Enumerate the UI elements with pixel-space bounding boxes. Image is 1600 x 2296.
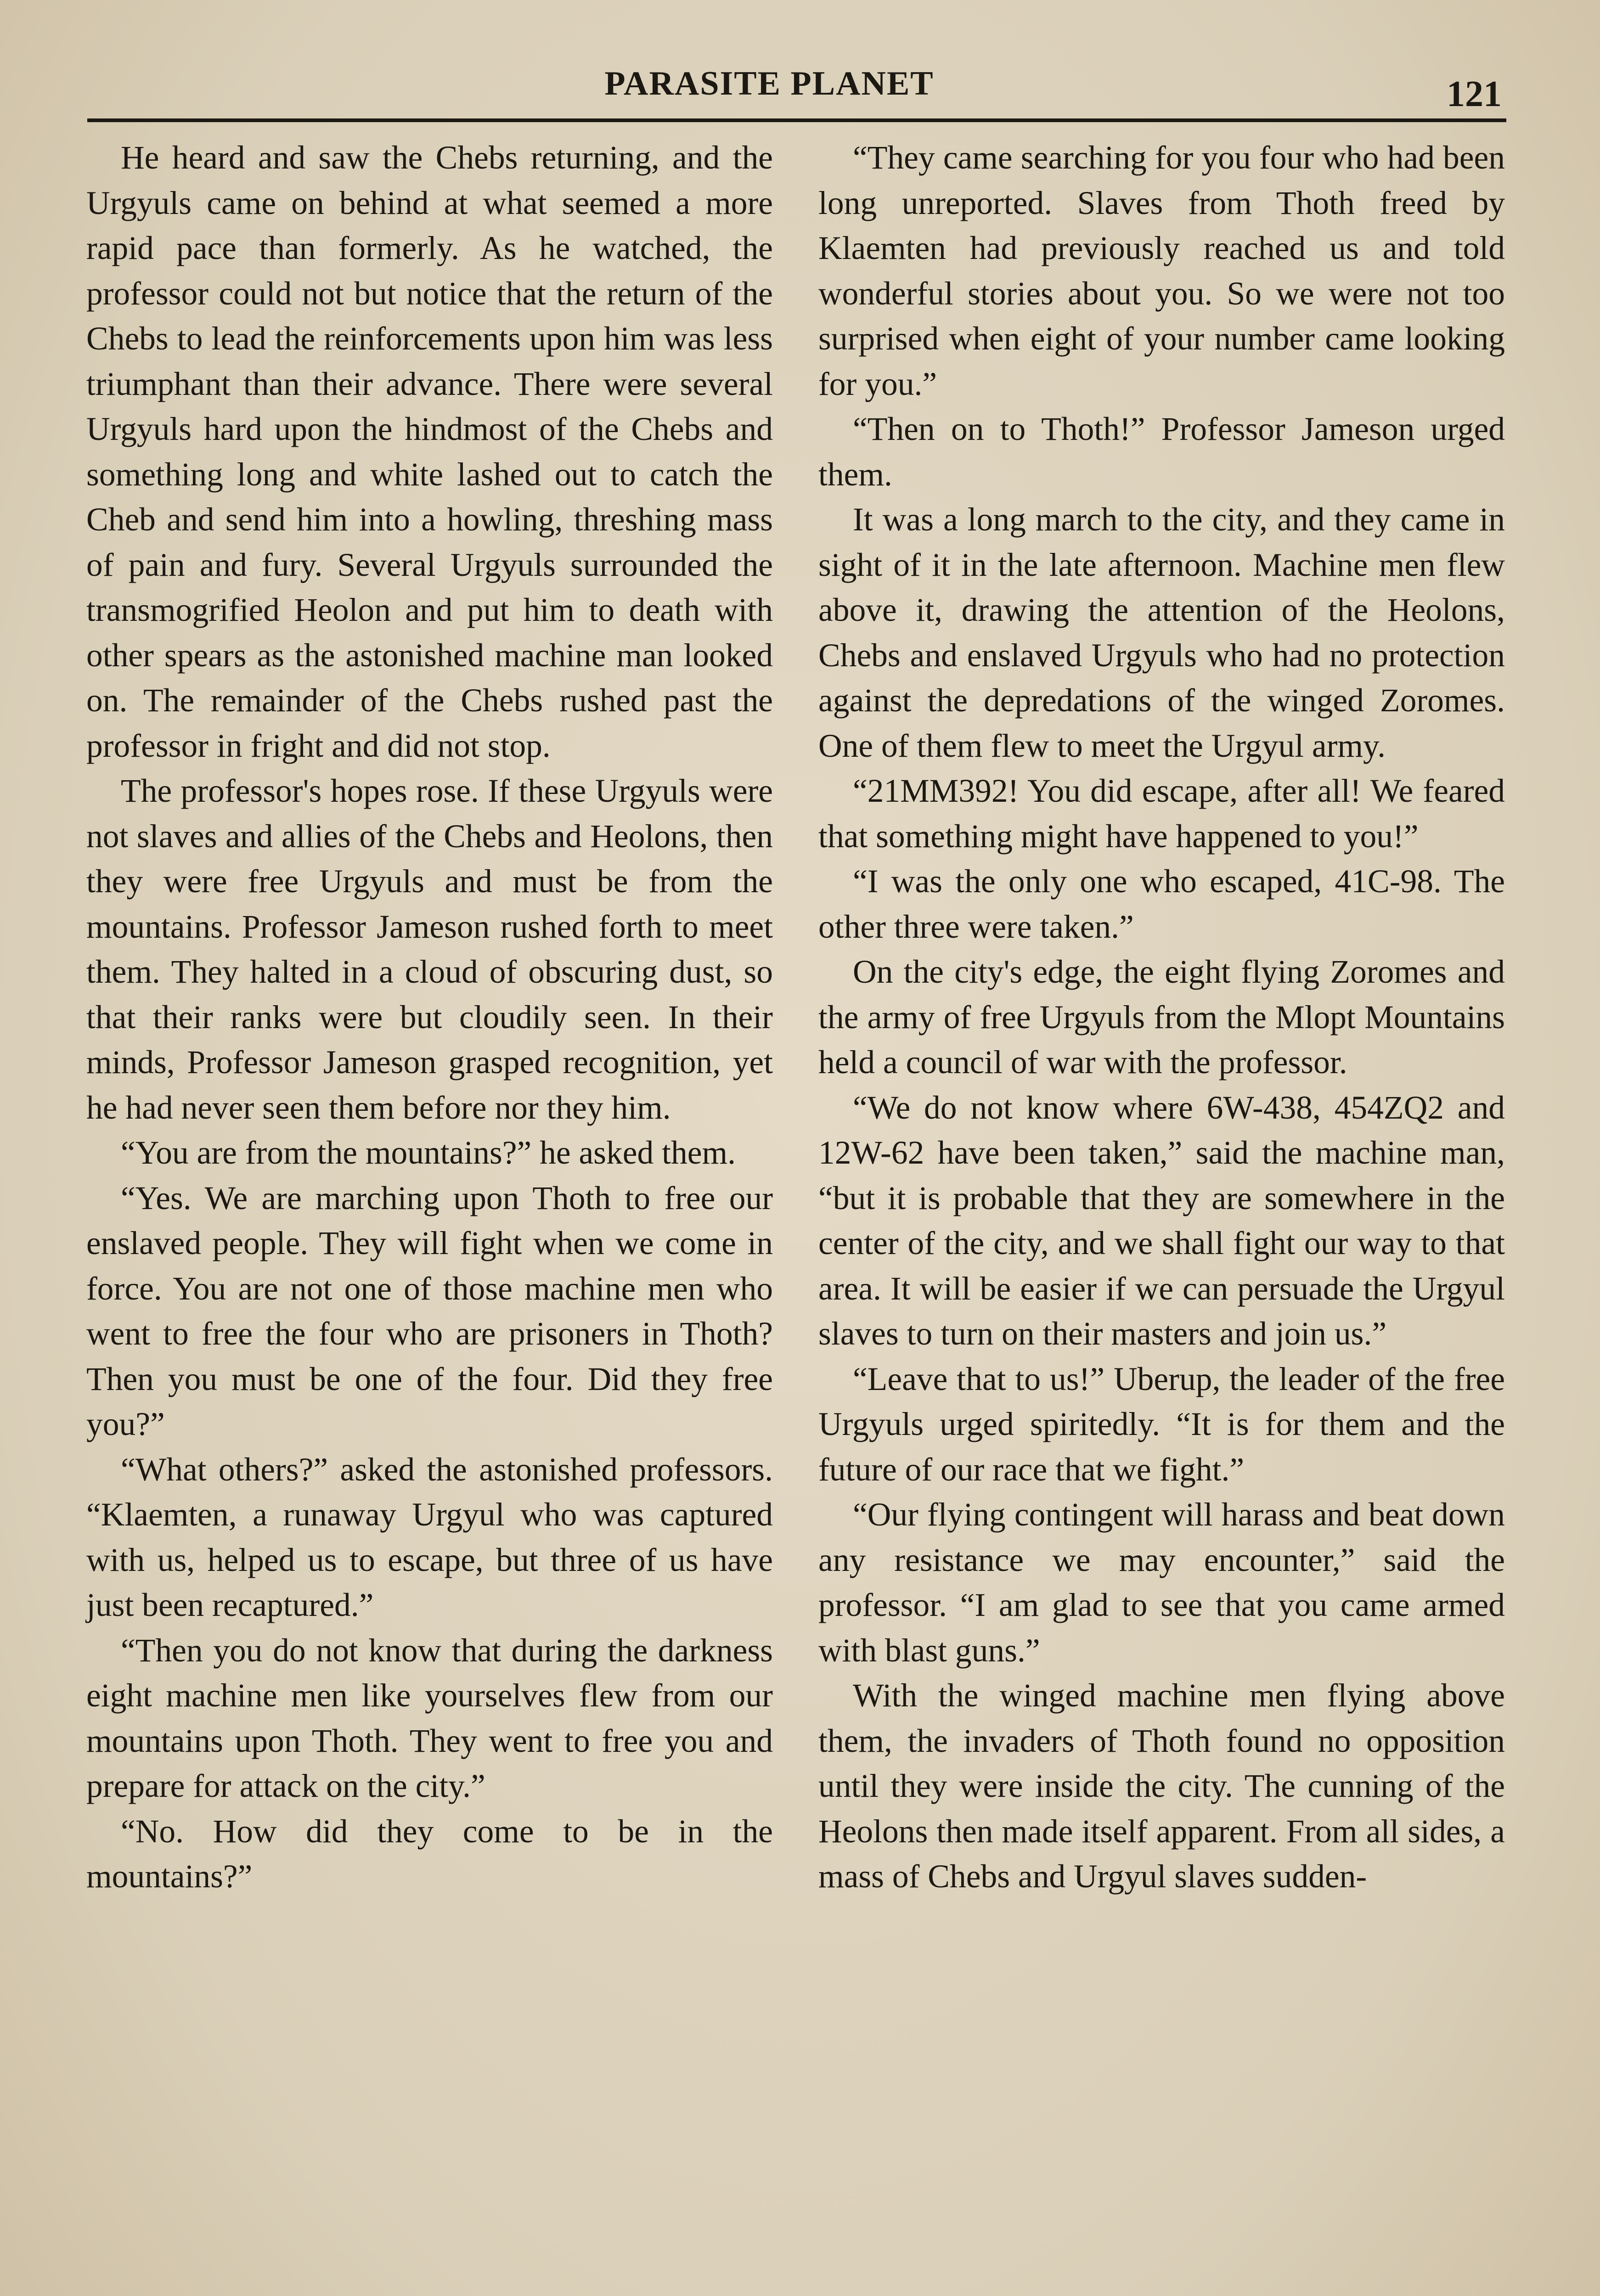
paragraph: “I was the only one who escaped, 41C-98. The other three were taken.” (818, 863, 1505, 945)
paragraph: “We do not know where 6W-438, 454ZQ2 and 12W-62 have been taken,” said the machine man, “but it is probable that they are somewhere in the center of the city, and we shall fight our way to that area. It will be easier if we can persuade the Urgyul slaves to turn on their masters and join us.” (818, 1089, 1505, 1352)
paragraph: “No. How did they come to be in the mountains?” (86, 1813, 773, 1895)
paragraph: “What others?” asked the astonished professors. “Klaemten, a runaway Urgyul who was captured with us, helped us to escape, but three of us have just been recaptured.” (86, 1451, 773, 1623)
paragraph: He heard and saw the Chebs returning, and the Urgyuls came on behind at what seemed a more rapid pace than formerly. As he watched, the professor could not but notice that the return of the Chebs to lead the reinforcements upon him was less triumphant than their advance. There were several Urgyuls hard upon the hindmost of the Chebs and something long and white lashed out to catch the Cheb and send him into a howling, threshing mass of pain and fury. Several Urgyuls surrounded the transmogrified Heolon and put him to death with other spears as the astonished machine man looked on. The remainder of the Chebs rushed past the professor in fright and did not stop. (86, 140, 773, 764)
paragraph: “21MM392! You did escape, after all! We feared that something might have happened to you!” (818, 773, 1505, 855)
paragraph: It was a long march to the city, and they came in sight of it in the late afternoon. Machine men flew above it, drawing the attention of the Heolons, Chebs and enslaved Urgyuls who had no protection against the depredations of the winged Zoromes. One of them flew to meet the Urgyul army. (818, 501, 1505, 764)
paragraph: “Leave that to us!” Uberup, the leader of the free Urgyuls urged spiritedly. “It is for them and the future of our race that we fight.” (818, 1361, 1505, 1488)
paragraph: “Then on to Thoth!” Professor Jameson urged them. (818, 411, 1505, 493)
paragraph: “Our flying contingent will harass and beat down any resistance we may encounter,” said the professor. “I am glad to see that you came armed with blast guns.” (818, 1497, 1505, 1669)
paragraph: On the city's edge, the eight flying Zoromes and the army of free Urgyuls from the Mlopt Mountains held a council of war with the professor. (818, 954, 1505, 1080)
paragraph: With the winged machine men flying above them, the invaders of Thoth found no opposition until they were inside the city. The cunning of the Heolons then made itself apparent. From all sides, a mass of Chebs and Urgyul slaves sudden- (818, 1677, 1505, 1895)
header-rule (87, 118, 1506, 122)
paragraph: “They came searching for you four who had been long unreported. Slaves from Thoth freed by Klaemten had previously reached us and told wonderful stories about you. So we were not too surprised when eight of your number came looking for you.” (818, 140, 1505, 402)
left-column (86, 135, 773, 1900)
running-title: PARASITE PLANET (604, 65, 934, 102)
paragraph: The professor's hopes rose. If these Urgyuls were not slaves and allies of the Chebs and Heolons, then they were free Urgyuls and must be from the mountains. Professor Jameson rushed forth to meet them. They halted in a cloud of obscuring dust, so that their ranks were but cloudily seen. In their minds, Professor Jameson grasped recognition, yet he had never seen them before nor they him. (86, 773, 773, 1126)
paragraph: “Then you do not know that during the darkness eight machine men like yourselves flew from our mountains upon Thoth. They went to free you and prepare for attack on the city.” (86, 1632, 773, 1804)
paragraph: “Yes. We are marching upon Thoth to free our enslaved people. They will fight when we come in force. You are not one of those machine men who went to free the four who are prisoners in Thoth? Then you must be one of the four. Did they free you?” (86, 1180, 773, 1442)
paragraph: “You are from the mountains?” he asked them. (121, 1135, 736, 1171)
page-number: 121 (1447, 74, 1502, 114)
right-column (818, 135, 1505, 1900)
